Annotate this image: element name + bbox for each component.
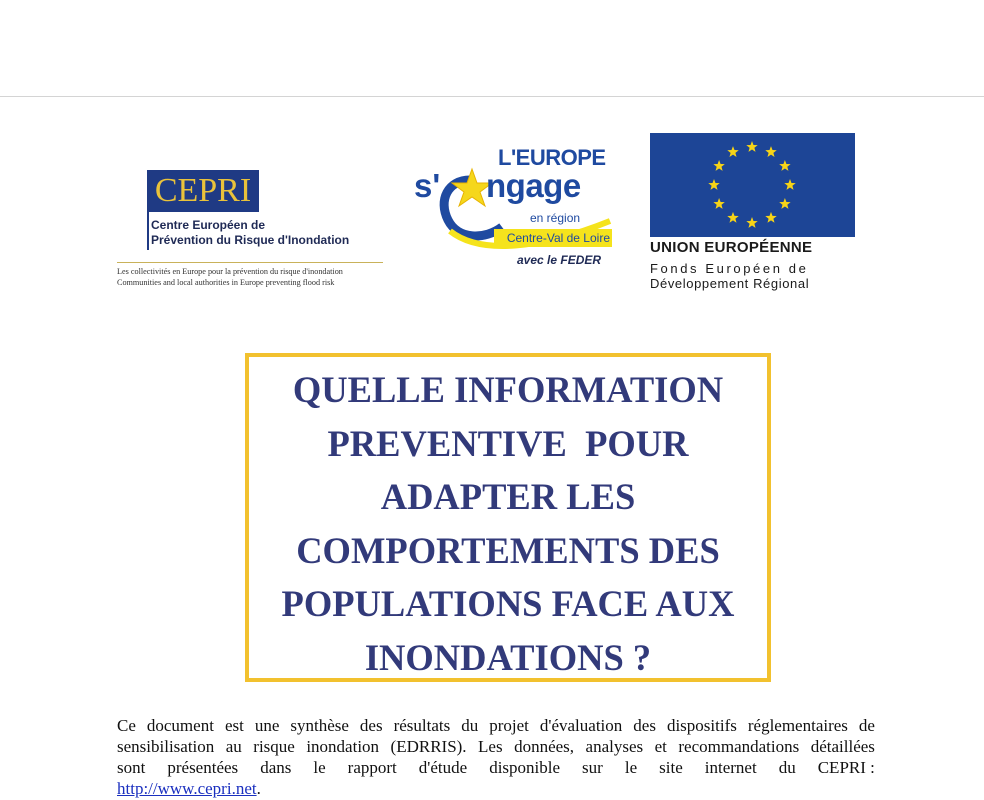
intro-word: Les xyxy=(478,737,503,756)
intro-line xyxy=(117,778,875,799)
intro-paragraph xyxy=(117,715,875,799)
intro-word: d'évaluation xyxy=(539,716,623,735)
title-line: COMPORTEMENTS DES xyxy=(296,529,720,571)
intro-word: dispositifs xyxy=(666,716,737,735)
intro-word: synthèse xyxy=(290,716,349,735)
intro-word: rapport xyxy=(347,758,397,777)
europe-sengage-region-label: en région xyxy=(530,211,581,225)
cepri-tagline-en: Communities and local authorities in Europe preventing flood risk xyxy=(117,278,335,287)
intro-word: résultats xyxy=(393,716,451,735)
eu-star-icon xyxy=(765,146,776,157)
eu-star-icon xyxy=(784,179,795,190)
intro-word: le xyxy=(624,758,638,777)
eu-star-icon xyxy=(713,160,724,171)
cepri-tagline-fr: Les collectivités en Europe pour la prévention du risque d'inondation xyxy=(117,267,343,276)
intro-word: présentées xyxy=(167,758,239,777)
cepri-name-line-1: Centre Européen de xyxy=(151,218,266,232)
intro-word: site xyxy=(659,758,683,777)
eu-star-icon xyxy=(779,198,790,209)
eu-star-icon xyxy=(727,146,738,157)
eu-fund-line-2: Développement Régional xyxy=(650,276,810,291)
intro-word: Ce xyxy=(117,716,136,735)
intro-word: sensibilisation xyxy=(117,737,215,756)
intro-line xyxy=(117,757,875,778)
title-line: POPULATIONS FACE AUX xyxy=(281,583,735,624)
intro-word: une xyxy=(254,716,280,735)
title-box xyxy=(245,353,771,682)
intro-word: sur xyxy=(582,758,603,777)
title-line: QUELLE INFORMATION xyxy=(292,369,724,410)
intro-word: analyses xyxy=(585,737,644,756)
europe-sengage-s: s' xyxy=(414,167,441,204)
intro-word: des xyxy=(633,716,656,735)
intro-word: réglementaires xyxy=(747,716,848,735)
cepri-tagline xyxy=(117,266,387,288)
intro-word: document xyxy=(146,716,214,735)
intro-line xyxy=(117,736,875,757)
europe-sengage-logo xyxy=(410,145,615,275)
intro-word: projet xyxy=(489,716,529,735)
intro-word: du xyxy=(778,758,796,777)
eu-star-icon xyxy=(779,160,790,171)
intro-word: d'étude xyxy=(418,758,468,777)
eu-logo xyxy=(650,133,855,293)
eu-fund-line-1: Fonds Européen de xyxy=(650,261,809,276)
eu-stars-icon xyxy=(650,133,855,237)
intro-word: inondation xyxy=(306,737,380,756)
intro-word: au xyxy=(225,737,242,756)
eu-star-icon xyxy=(713,198,724,209)
intro-word: des xyxy=(359,716,383,735)
intro-word: du xyxy=(461,716,479,735)
intro-word: sont xyxy=(117,758,146,777)
title-line: ADAPTER LES xyxy=(380,476,636,517)
document-title xyxy=(249,363,767,684)
eu-name: UNION EUROPÉENNE xyxy=(650,239,813,256)
europe-sengage-ngage: ngage xyxy=(486,167,581,204)
eu-star-icon xyxy=(746,141,757,152)
eu-flag xyxy=(650,133,855,237)
title-line: INONDATIONS ? xyxy=(364,636,652,678)
intro-word: le xyxy=(313,758,326,777)
intro-word: de xyxy=(858,716,875,735)
intro-word: internet xyxy=(704,758,757,777)
intro-word: recommandations xyxy=(678,737,800,756)
intro-line xyxy=(117,715,875,736)
eu-star-icon xyxy=(727,212,738,223)
eu-star-icon xyxy=(746,217,757,228)
intro-word: dans xyxy=(260,758,292,777)
cepri-divider xyxy=(117,262,383,263)
cepri-full-name xyxy=(151,218,381,248)
europe-sengage-region-name: Centre-Val de Loire xyxy=(494,229,612,247)
cepri-website-link[interactable]: http://www.cepri.net xyxy=(117,779,257,798)
eu-star-icon xyxy=(708,179,719,190)
europe-sengage-title: L'EUROPE xyxy=(498,145,606,170)
title-line: PREVENTIVE POUR xyxy=(327,422,689,464)
eu-star-icon xyxy=(765,212,776,223)
intro-word: détaillées xyxy=(810,737,875,756)
intro-word: disponible xyxy=(489,758,561,777)
intro-word: est xyxy=(224,716,244,735)
intro-word: et xyxy=(654,737,667,756)
cepri-name-line-2: Prévention du Risque d'Inondation xyxy=(151,233,350,247)
intro-period: . xyxy=(256,779,261,798)
cepri-logo xyxy=(117,170,387,295)
intro-word: CEPRI : xyxy=(817,758,875,777)
intro-word: (EDRRIS). xyxy=(390,737,467,756)
cepri-logo-mark: CEPRI xyxy=(147,170,259,212)
intro-word: risque xyxy=(253,737,295,756)
page-header-rule xyxy=(0,96,984,97)
europe-sengage-feder: avec le FEDER xyxy=(517,253,602,267)
intro-word: données, xyxy=(514,737,575,756)
